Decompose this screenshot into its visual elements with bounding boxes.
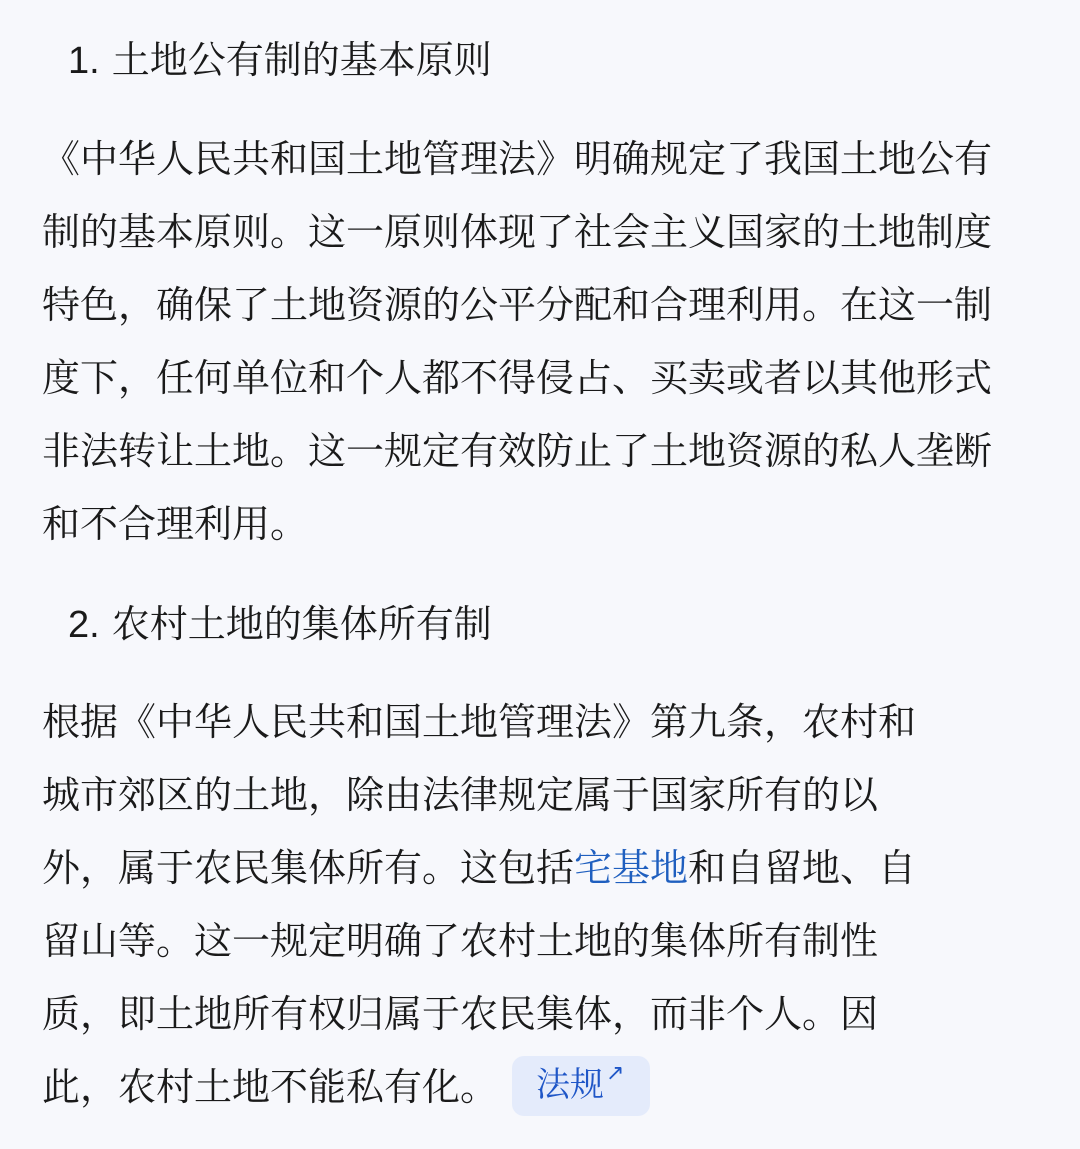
- paragraph-text: 根据《中华人民共和国土地管理法》第九条，农村和: [42, 700, 917, 744]
- section-number: 1.: [68, 40, 100, 82]
- section-title: 土地公有制的基本原则: [111, 38, 492, 82]
- chip-label: 法规: [536, 1064, 605, 1105]
- paragraph-text: 质，即土地所有权归属于农民集体，而非个人。因: [42, 992, 879, 1036]
- regulation-chip-button[interactable]: [512, 1056, 650, 1116]
- paragraph-text: 此，农村土地不能私有化。: [42, 1065, 499, 1109]
- paragraph-text: 外，属于农民集体所有。这包括: [42, 846, 575, 890]
- section-number: 2.: [68, 604, 100, 646]
- external-arrow-icon: ↗: [606, 1060, 625, 1086]
- section-heading-2: [68, 594, 492, 655]
- paragraph-text: 和自留地、自: [688, 846, 917, 890]
- section-heading-1: [68, 30, 492, 91]
- section-paragraph-1: 《中华人民共和国土地管理法》明确规定了我国土地公有制的基本原则。这一原则体现了社会主义国家的土地制度特色，确保了土地资源的公平分配和合理利用。在这一制度下，任何单位和个人都不得侵占、买卖或者以其他形式非法转让土地。这一规定有效防止了土地资源的私人垄断和不合理利用。: [42, 137, 993, 546]
- homestead-link[interactable]: 宅基地: [574, 846, 689, 890]
- section-paragraph-2: [42, 686, 1012, 1124]
- section-title: 农村土地的集体所有制: [111, 602, 492, 646]
- paragraph-text: 留山等。这一规定明确了农村土地的集体所有制性: [42, 919, 879, 963]
- paragraph-text: 城市郊区的土地，除由法律规定属于国家所有的以: [42, 773, 879, 817]
